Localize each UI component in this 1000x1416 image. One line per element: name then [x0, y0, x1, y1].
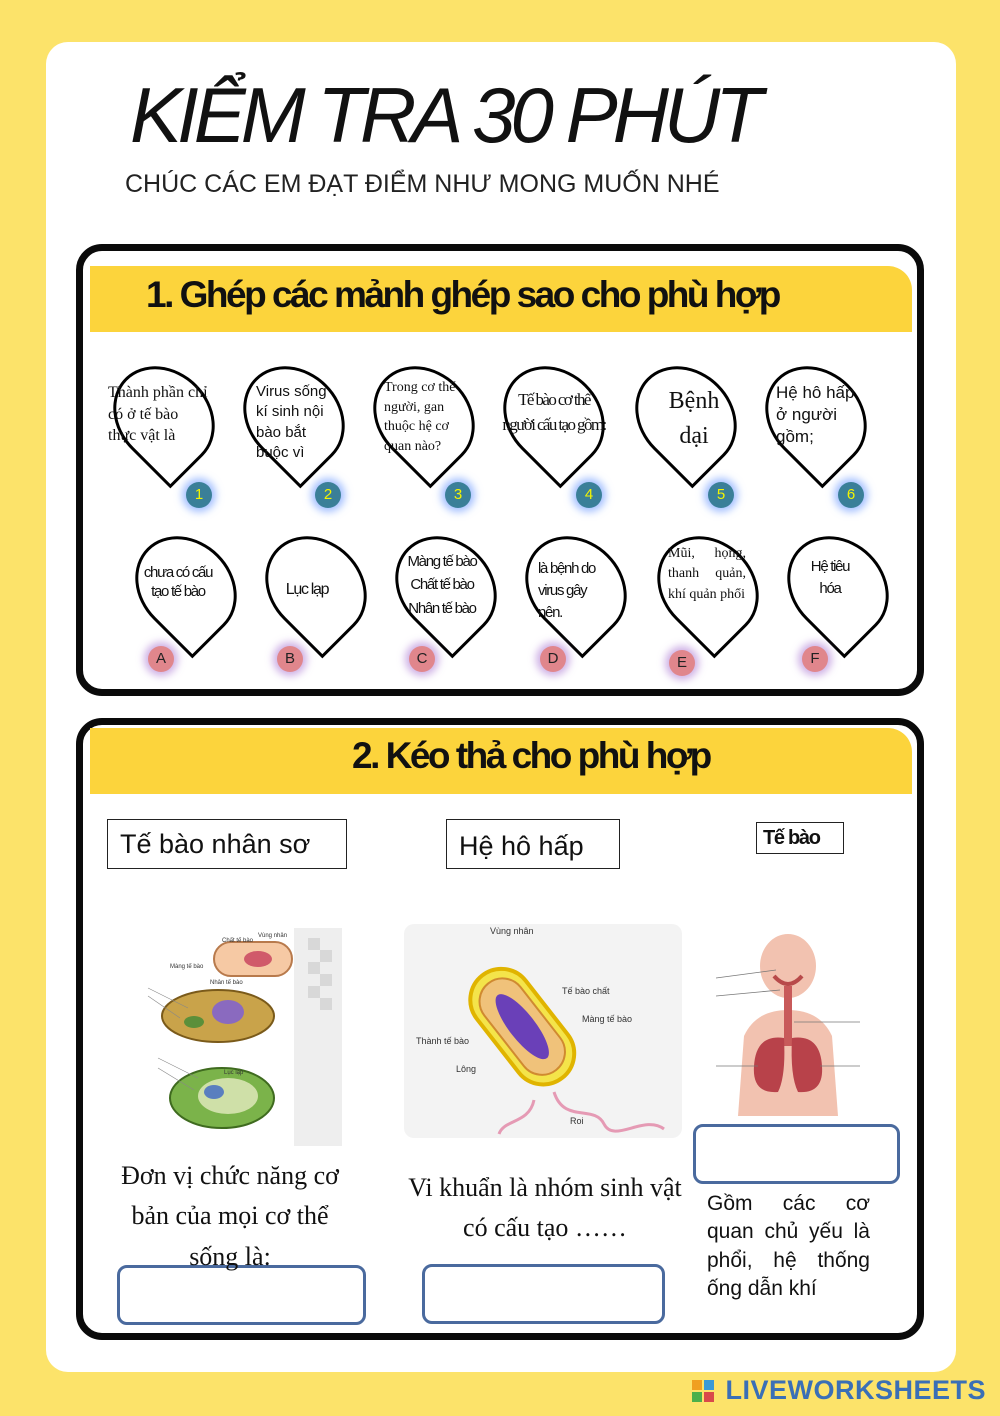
piece-d-text: là bệnh do virus gây nên. — [538, 560, 596, 621]
piece-5-text: Bệnh dại — [668, 388, 720, 449]
piece-4-text: Tế bào cơ thể người cấu tạo gồm: — [502, 390, 606, 434]
piece-e-letter: E — [669, 650, 695, 676]
piece-f-text: Hệ tiêu hóa — [810, 558, 850, 597]
piece-4-number: 4 — [576, 482, 602, 508]
answer-drop-box-3[interactable] — [693, 1124, 900, 1184]
cell-label-nhan-te-bao: Nhân tế bào — [210, 980, 243, 986]
piece-6-text: Hệ hô hấp ở người gồm; — [776, 383, 855, 447]
piece-f-letter: F — [802, 646, 828, 672]
piece-d-letter: D — [540, 646, 566, 672]
bacteria-label-vung-nhan: Vùng nhân — [490, 926, 534, 936]
drag-option-te-bao-nhan-so[interactable]: Tế bào nhân sơ — [107, 819, 347, 869]
piece-3-text: Trong cơ thể người, gan thuộc hệ cơ quan nào? — [384, 380, 456, 454]
cell-diagram-image — [118, 928, 342, 1146]
liveworksheets-logo-icon — [692, 1380, 714, 1402]
piece-6-number: 6 — [838, 482, 864, 508]
bacteria-diagram-image — [404, 924, 682, 1138]
drag-option-te-bao[interactable]: Tế bào — [756, 822, 844, 854]
piece-3-number: 3 — [445, 482, 471, 508]
piece-2-number: 2 — [315, 482, 341, 508]
section-2-title: 2. Kéo thả cho phù hợp — [90, 728, 912, 794]
caption-bacteria: Vi khuẩn là nhóm sinh vật có cấu tạo …… — [408, 1173, 682, 1243]
piece-c-letter: C — [409, 646, 435, 672]
page-subtitle: CHÚC CÁC EM ĐẠT ĐIỂM NHƯ MONG MUỐN NHÉ — [125, 170, 720, 198]
answer-drop-box-2[interactable] — [422, 1264, 665, 1324]
page-title: KIỂM TRA 30 PHÚT — [130, 71, 758, 159]
bacteria-label-mang-te-bao: Màng tế bào — [582, 1014, 633, 1024]
drag-option-he-ho-hap[interactable]: Hệ hô hấp — [446, 819, 620, 869]
caption-unit-of-life: Đơn vị chức năng cơ bản của mọi cơ thể sống là: — [121, 1161, 339, 1271]
bacteria-label-roi: Roi — [570, 1116, 584, 1126]
piece-1-number: 1 — [186, 482, 212, 508]
bacteria-label-long: Lông — [456, 1064, 477, 1074]
cell-label-mang-te-bao: Màng tế bào — [170, 964, 204, 970]
cell-label-vung-nhan: Vùng nhân — [258, 933, 288, 939]
piece-e-text: Mũi, họng, thanh quản, khí quản phổi — [668, 546, 746, 602]
liveworksheets-brand[interactable]: LIVEWORKSHEETS — [725, 1375, 986, 1405]
caption-respiratory: Gồm các cơ quan chủ yếu là phổi, hệ thống ống dẫn khí — [707, 1192, 870, 1301]
piece-a-text: chưa có cấu tạo tế bào — [143, 564, 213, 600]
piece-b-text: Lục lạp — [285, 581, 329, 598]
piece-b-letter: B — [277, 646, 303, 672]
piece-a-letter: A — [148, 646, 174, 672]
bacteria-label-thanh-te-bao: Thành tế bào — [416, 1036, 470, 1046]
piece-5-number: 5 — [708, 482, 734, 508]
bacteria-label-te-bao-chat: Tế bào chất — [562, 986, 610, 996]
respiratory-system-image — [716, 926, 860, 1116]
cell-label-chat-te-bao: Chất tế bào — [222, 938, 254, 944]
section-1-title: 1. Ghép các mảnh ghép sao cho phù hợp — [90, 266, 912, 332]
piece-2-text: Virus sống kí sinh nội bào bắt buộc vì — [256, 383, 327, 461]
cell-label-luc-lap: Lục lạp — [224, 1070, 244, 1076]
piece-1-text: Thành phần chỉ có ở tế bào thực vật là — [108, 384, 208, 445]
piece-c-text: Màng tế bào Chất tế bào Nhân tế bào — [407, 553, 477, 617]
